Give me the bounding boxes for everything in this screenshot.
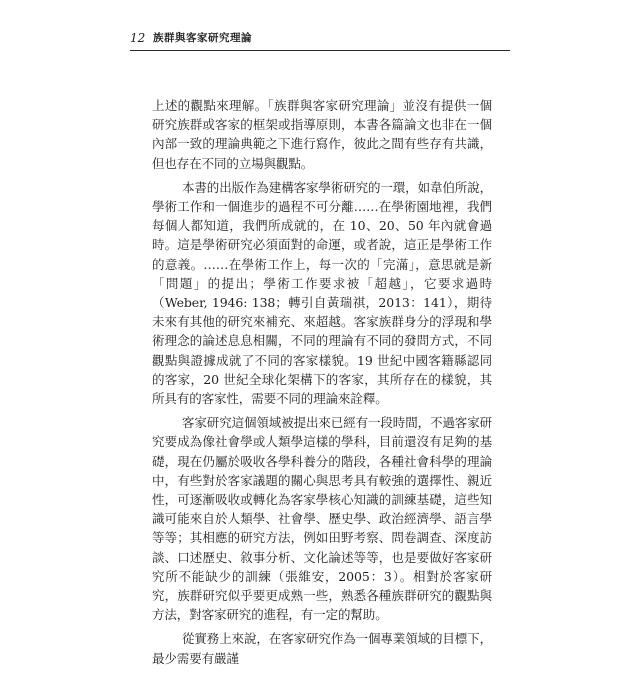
page-number: 12 [130, 31, 146, 45]
paragraph-4: 從實務上來說，在客家研究作為一個專業領域的目標下，最少需要有嚴謹 [152, 631, 493, 666]
paragraph-3: 客家研究這個領域被提出來已經有一段時間，不過客家研究要成為像社會學或人類學這樣的學科，目前還沒有足夠的基礎，現在仍屬於吸收各學科養分的階段，各種社會科學的理論中，有些對於客家議題的關心與思考具有較強的選擇性、親近性，可逐漸吸收或轉化為客家學核心知識的訓練基礎，這些知識可能來自於人類學、社會學、歷史學、政治經濟學、語言學等等；其相應的研究方法，例如田野考察、問卷調查、深度訪談、口述歷史、敘事分析、文化論述等等，也是要做好客家研究所不能缺少的訓練（張維安，2005：3）。相對於客家研究，族群研究似乎要更成熟一些，熟悉各種族群研究的觀點與方法，對客家研究的進程，有一定的幫助。 [152, 415, 493, 623]
body-text [152, 96, 492, 673]
paragraph-2: 本書的出版作為建構客家學術研究的一環，如韋伯所說，學術工作和一個進步的過程不可分離……在學術園地裡，我們每個人都知道，我們所成就的，在 10、20、50 年內就會過時。這是學術研究必須面對的命運，或者說，這正是學術工作的意義。……在學術工作上，每一次的「完滿」，意思就是新「問題」的提出；學術工作要求被「超越」，它要求過時（Weber, 1946: 138；轉引自黃瑞祺，2013：141），期待未來有其他的研究來補充、來超越。客家族群身分的浮現和學術理念的論述息息相關，不同的理論有不同的發問方式，不同觀點與證據成就了不同的客家樣貌。19 世紀中國客籍縣認同的客家，20 世紀全球化架構下的客家，其所存在的樣貌，其所具有的客家性，需要不同的理論來詮釋。 [152, 179, 493, 407]
page-header [130, 30, 510, 51]
running-title: 族群與客家研究理論 [153, 32, 252, 44]
paragraph-1: 上述的觀點來理解。「族群與客家研究理論」並沒有提供一個研究族群或客家的框架或指導原則，本書各篇論文也非在一個內部一致的理論典範之下進行寫作，彼此之間有些存有共識，但也存在不同的立場與觀點。 [152, 98, 492, 171]
